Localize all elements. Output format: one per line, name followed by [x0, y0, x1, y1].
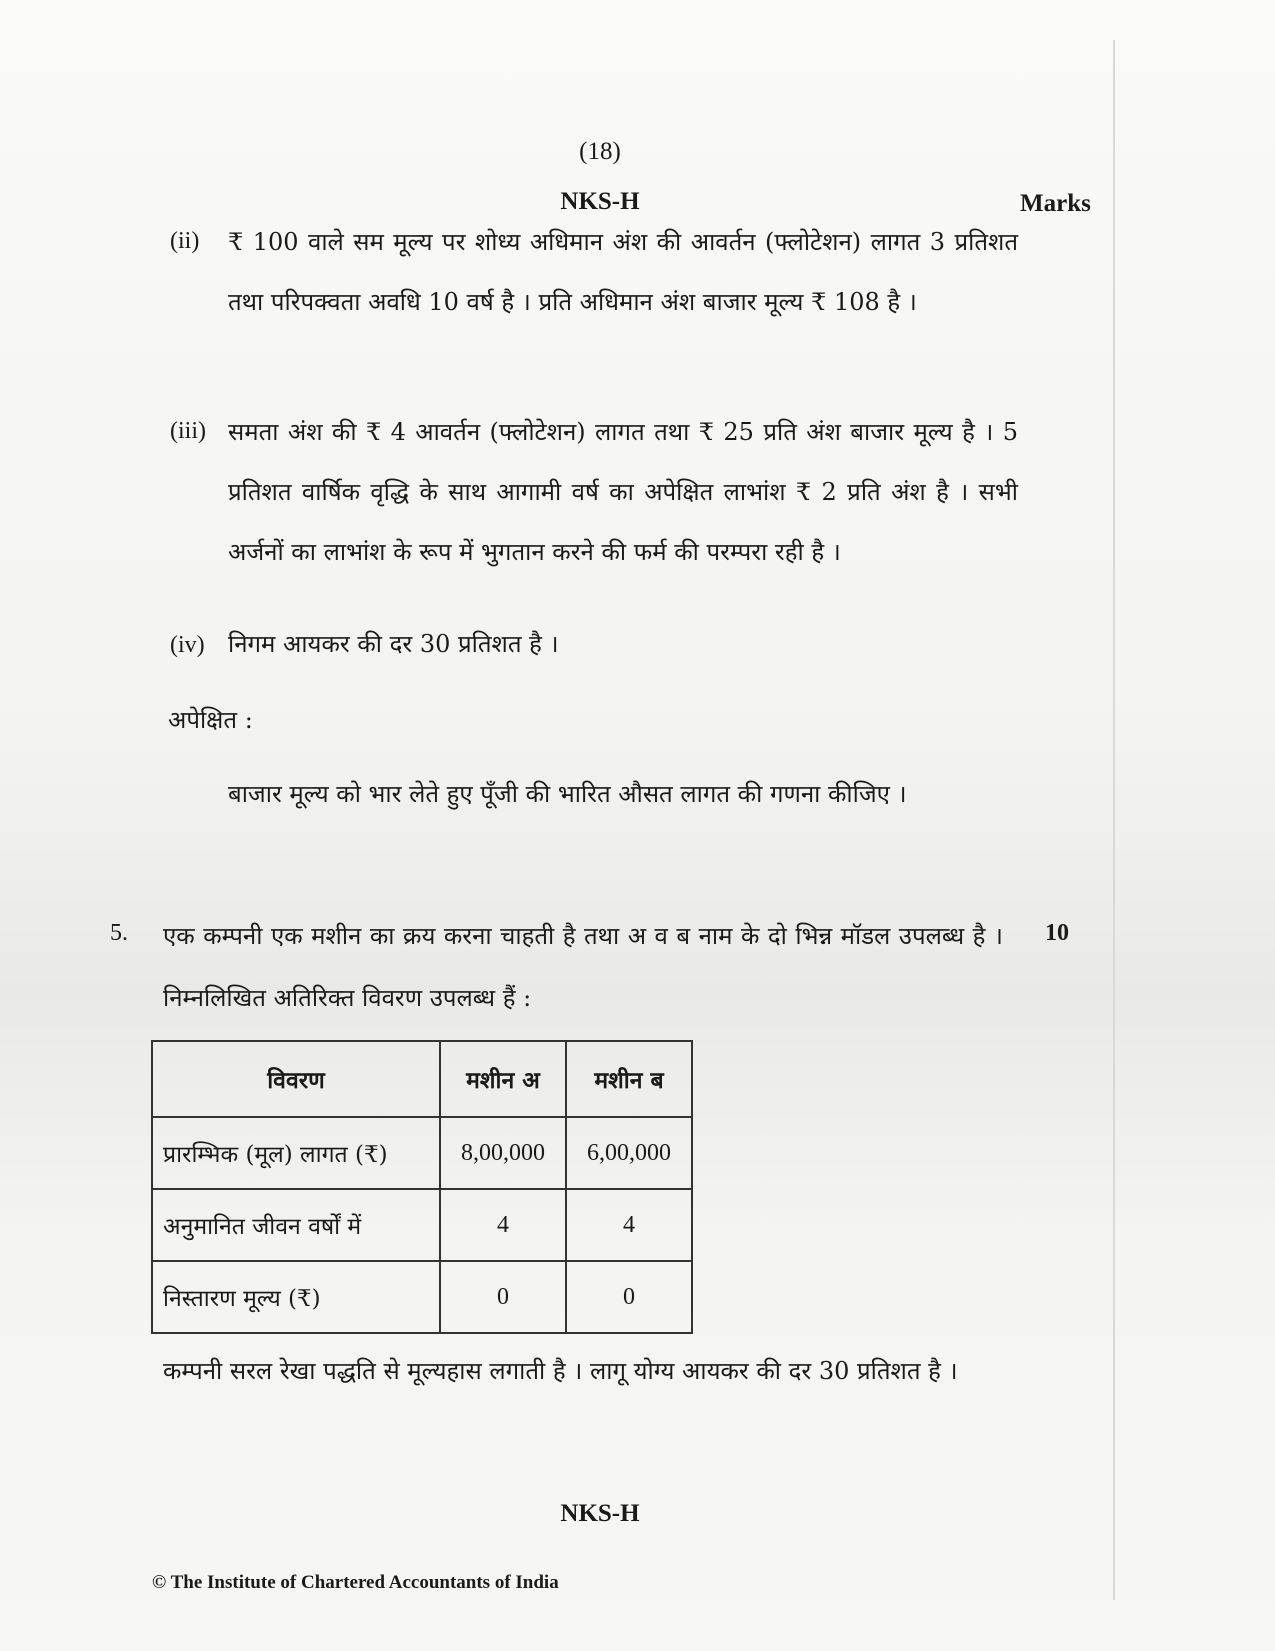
item-text-iv: निगम आयकर की दर 30 प्रतिशत है ।	[228, 630, 559, 658]
table-row	[152, 1117, 692, 1189]
table-header-cell: मशीन ब	[566, 1041, 692, 1117]
item-label-ii: (ii)	[170, 228, 200, 254]
required-text: बाजार मूल्य को भार लेते हुए पूँजी की भारित औसत लागत की गणना कीजिए ।	[228, 780, 907, 808]
table-cell: 4	[440, 1189, 566, 1261]
table-row	[152, 1189, 692, 1261]
table-cell: प्रारम्भिक (मूल) लागत (₹)	[152, 1117, 440, 1189]
item-text-iii: समता अंश की ₹ 4 आवर्तन (फ्लोटेशन) लागत तथा ₹ 25 प्रति अंश बाजार मूल्य है । 5 प्रतिशत वार्षिक वृद्धि के साथ आगामी वर्ष का अपेक्षित लाभांश ₹ 2 प्रति अंश है । सभी अर्जनों का लाभांश के रूप में भुगतान करने की फर्म की परम्परा रही है ।	[228, 418, 1018, 566]
item-text-ii: ₹ 100 वाले सम मूल्य पर शोध्य अधिमान अंश की आवर्तन (फ्लोटेशन) लागत 3 प्रतिशत तथा परिपक्वता अवधि 10 वर्ष है । प्रति अधिमान अंश बाजार मूल्य ₹ 108 है ।	[228, 228, 1018, 316]
machine-details-table	[151, 1040, 693, 1334]
table-header-cell: मशीन अ	[440, 1041, 566, 1117]
table-row	[152, 1261, 692, 1333]
question-number: 5.	[110, 920, 128, 946]
table-header-row	[152, 1041, 692, 1117]
table-cell: 4	[566, 1189, 692, 1261]
table-cell: अनुमानित जीवन वर्षों में	[152, 1189, 440, 1261]
table-cell: निस्तारण मूल्य (₹)	[152, 1261, 440, 1333]
question-text: एक कम्पनी एक मशीन का क्रय करना चाहती है तथा अ व ब नाम के दो भिन्न मॉडल उपलब्ध है । निम्नलिखित अतिरिक्त विवरण उपलब्ध हैं :	[163, 922, 1003, 1012]
paper-code-footer: NKS-H	[560, 1500, 640, 1527]
question-marks: 10	[1045, 920, 1069, 946]
table-cell: 0	[440, 1261, 566, 1333]
table-cell: 6,00,000	[566, 1117, 692, 1189]
required-heading: अपेक्षित :	[168, 706, 253, 734]
marks-column-label: Marks	[1020, 190, 1091, 217]
table-cell: 8,00,000	[440, 1117, 566, 1189]
table-header-cell: विवरण	[152, 1041, 440, 1117]
table-cell: 0	[566, 1261, 692, 1333]
depreciation-note: कम्पनी सरल रेखा पद्धति से मूल्यहास लगाती है । लागू योग्य आयकर की दर 30 प्रतिशत है ।	[163, 1357, 958, 1385]
scan-edge-line	[1113, 40, 1115, 1600]
item-label-iii: (iii)	[170, 418, 206, 444]
item-label-iv: (iv)	[170, 632, 205, 658]
paper-code-header: NKS-H	[560, 188, 640, 215]
page-number: (18)	[579, 138, 621, 165]
copyright-notice: © The Institute of Chartered Accountants of India	[152, 1572, 559, 1593]
